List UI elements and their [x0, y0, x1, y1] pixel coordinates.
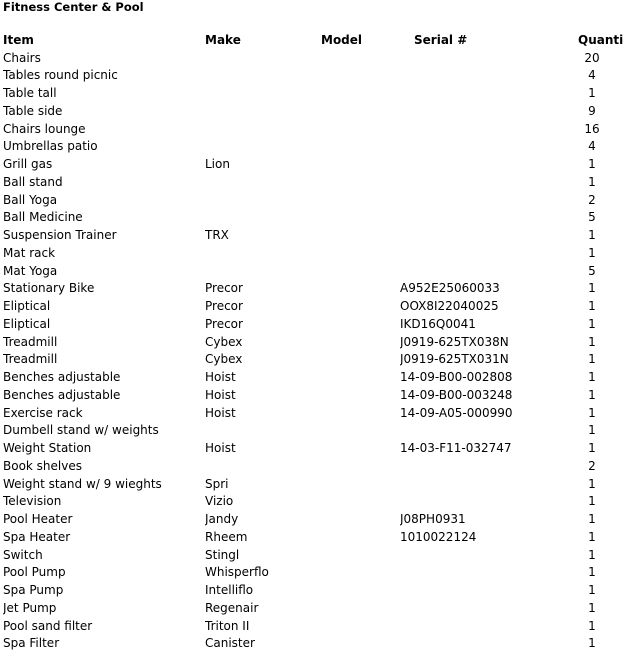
cell-item: Weight Station [3, 441, 92, 455]
cell-make: Vizio [205, 494, 234, 509]
table-row [0, 174, 624, 192]
cell-quantity: 1 [588, 405, 596, 420]
table-row [0, 476, 624, 494]
table-row [0, 529, 624, 547]
cell-quantity: 1 [588, 157, 596, 171]
cell-serial: 14-09-B00-003248 [400, 387, 513, 402]
cell-make: Canister [205, 636, 255, 651]
cell-quantity: 20 [584, 50, 600, 65]
cell-make: Hoist [205, 405, 236, 420]
cell-item: Pool sand filter [3, 618, 93, 633]
cell-item: Mat Yoga [3, 263, 58, 278]
cell-item: Chairs [3, 50, 41, 65]
header-model: Model [321, 33, 363, 47]
cell-serial: 14-09-B00-002808 [400, 370, 513, 384]
table-row [0, 209, 624, 227]
table-row [0, 564, 624, 582]
table-row [0, 334, 624, 352]
cell-item: Stationary Bike [3, 281, 95, 296]
header-quantity: Quanti [578, 33, 624, 47]
cell-quantity: 1 [588, 547, 596, 562]
cell-serial: IKD16Q0041 [400, 316, 476, 331]
table-row [0, 316, 624, 334]
cell-quantity: 1 [588, 316, 596, 331]
cell-make: Whisperflo [205, 565, 269, 580]
cell-make: Precor [205, 299, 243, 313]
table-row [0, 405, 624, 423]
table-row [0, 227, 624, 245]
table-row [0, 156, 624, 174]
table-row [0, 280, 624, 298]
cell-make: Hoist [205, 370, 236, 384]
cell-item: Table tall [3, 86, 57, 100]
table-row [0, 635, 624, 653]
header-make: Make [205, 33, 241, 47]
cell-serial: 1010022124 [400, 529, 477, 544]
cell-quantity: 9 [588, 103, 596, 118]
cell-quantity: 1 [588, 529, 596, 544]
table-row [0, 351, 624, 369]
cell-quantity: 1 [588, 174, 596, 189]
cell-quantity: 1 [588, 494, 596, 509]
table-row [0, 121, 624, 139]
cell-quantity: 1 [588, 512, 596, 526]
cell-quantity: 1 [588, 636, 596, 651]
cell-item: Spa Pump [3, 583, 64, 597]
cell-item: Eliptical [3, 316, 51, 331]
cell-item: Treadmill [3, 352, 58, 367]
cell-make: Rheem [205, 529, 248, 544]
cell-item: Spa Heater [3, 529, 71, 544]
cell-quantity: 1 [588, 600, 596, 615]
cell-serial: J08PH0931 [400, 512, 466, 526]
cell-item: Benches adjustable [3, 387, 121, 402]
cell-serial: J0919-625TX038N [400, 334, 509, 349]
cell-item: Ball stand [3, 174, 63, 189]
sheet-title: Fitness Center & Pool [3, 0, 144, 14]
cell-quantity: 1 [588, 299, 596, 313]
table-row [0, 369, 624, 387]
cell-make: Lion [205, 157, 230, 171]
table-row [0, 192, 624, 210]
table-row [0, 263, 624, 281]
cell-item: Television [3, 494, 62, 509]
cell-quantity: 1 [588, 583, 596, 597]
cell-item: Pool Pump [3, 565, 66, 580]
cell-quantity: 4 [588, 139, 596, 154]
cell-item: Chairs lounge [3, 121, 86, 136]
cell-make: Regenair [205, 600, 259, 615]
table-row [0, 511, 624, 529]
cell-make: Stingl [205, 547, 240, 562]
header-item: Item [3, 33, 34, 47]
table-row [0, 422, 624, 440]
cell-item: Benches adjustable [3, 370, 121, 384]
cell-quantity: 1 [588, 423, 596, 438]
cell-quantity: 1 [588, 441, 596, 455]
cell-item: Treadmill [3, 334, 58, 349]
cell-quantity: 2 [588, 192, 596, 207]
table-row [0, 600, 624, 618]
header-row [0, 32, 624, 50]
cell-quantity: 1 [588, 387, 596, 402]
cell-item: Umbrellas patio [3, 139, 98, 154]
cell-serial: J0919-625TX031N [400, 352, 509, 367]
cell-quantity: 2 [588, 458, 596, 473]
table-row [0, 298, 624, 316]
cell-make: TRX [205, 228, 229, 242]
table-row [0, 387, 624, 405]
cell-quantity: 1 [588, 476, 596, 491]
cell-quantity: 4 [588, 68, 596, 83]
header-serial: Serial # [414, 33, 468, 47]
cell-quantity: 1 [588, 86, 596, 100]
cell-quantity: 1 [588, 565, 596, 580]
cell-quantity: 16 [584, 121, 600, 136]
cell-quantity: 1 [588, 228, 596, 242]
cell-item: Weight stand w/ 9 wieghts [3, 476, 162, 491]
cell-item: Switch [3, 547, 43, 562]
cell-quantity: 1 [588, 370, 596, 384]
cell-make: Hoist [205, 441, 236, 455]
cell-serial: A952E25060033 [400, 281, 500, 296]
cell-item: Spa Filter [3, 636, 60, 651]
cell-quantity: 1 [588, 352, 596, 367]
cell-item: Grill gas [3, 157, 53, 171]
cell-make: Precor [205, 281, 243, 296]
cell-make: Spri [205, 476, 229, 491]
cell-make: Jandy [205, 512, 239, 526]
table-row [0, 493, 624, 511]
cell-make: Cybex [205, 334, 243, 349]
cell-make: Precor [205, 316, 243, 331]
cell-item: Eliptical [3, 299, 51, 313]
cell-quantity: 1 [588, 281, 596, 296]
cell-item: Suspension Trainer [3, 228, 117, 242]
cell-serial: 14-09-A05-000990 [400, 405, 513, 420]
table-row [0, 138, 624, 156]
cell-item: Tables round picnic [3, 68, 118, 83]
cell-item: Mat rack [3, 245, 56, 260]
cell-serial: OOX8I22040025 [400, 299, 499, 313]
cell-quantity: 5 [588, 210, 596, 225]
cell-make: Cybex [205, 352, 243, 367]
table-row [0, 458, 624, 476]
cell-make: Hoist [205, 387, 236, 402]
table-row [0, 245, 624, 263]
cell-serial: 14-03-F11-032747 [400, 441, 512, 455]
cell-quantity: 1 [588, 245, 596, 260]
cell-item: Dumbell stand w/ weights [3, 423, 159, 438]
cell-make: Triton II [205, 618, 250, 633]
cell-item: Table side [3, 103, 63, 118]
table-row [0, 618, 624, 636]
cell-quantity: 1 [588, 334, 596, 349]
cell-quantity: 5 [588, 263, 596, 278]
table-row [0, 85, 624, 103]
table-row [0, 547, 624, 565]
cell-item: Pool Heater [3, 512, 73, 526]
cell-item: Ball Medicine [3, 210, 83, 225]
table-row [0, 103, 624, 121]
table-row [0, 67, 624, 85]
table-row [0, 440, 624, 458]
cell-item: Book shelves [3, 458, 82, 473]
cell-item: Ball Yoga [3, 192, 58, 207]
cell-item: Exercise rack [3, 405, 83, 420]
table-row [0, 50, 624, 68]
table-row [0, 582, 624, 600]
cell-quantity: 1 [588, 618, 596, 633]
cell-item: Jet Pump [3, 600, 57, 615]
cell-make: Intelliflo [205, 583, 254, 597]
